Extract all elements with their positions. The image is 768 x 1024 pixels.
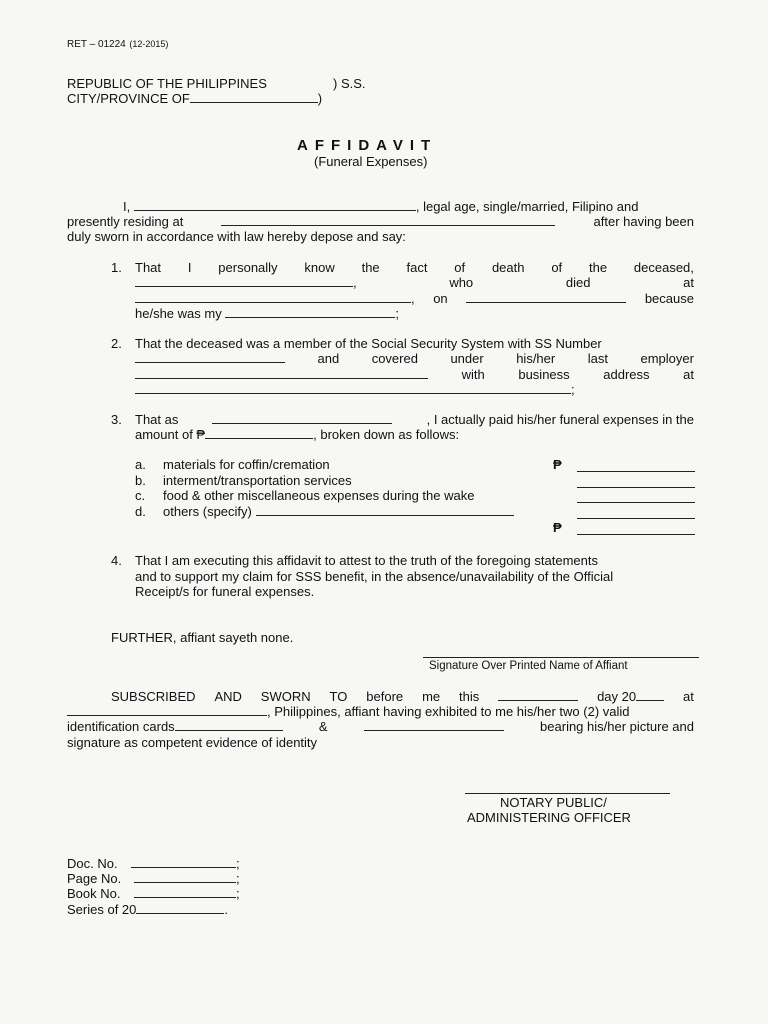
docket-doc-no: Doc. No. ; (67, 856, 240, 871)
p2-line-3: with business address at (135, 367, 694, 382)
peso-sign-first: ₱ (553, 457, 562, 472)
series-blank[interactable] (136, 912, 224, 914)
relationship-to-deceased-blank[interactable] (212, 422, 392, 424)
document-subtitle: (Funeral Expenses) (314, 154, 428, 169)
amount-d-blank[interactable] (577, 518, 695, 519)
republic-label: REPUBLIC OF THE PHILIPPINES (67, 76, 267, 91)
notary-label-2: ADMINISTERING OFFICER (467, 810, 631, 825)
subscribed-line-2: , Philippines, affiant having exhibited to me his/her two (2) valid (67, 704, 630, 719)
p2-line-2: and covered under his/her last employer (135, 351, 694, 366)
intro-line-3: duly sworn in accordance with law hereby depose and say: (67, 229, 406, 244)
docket-page-no: Page No. ; (67, 871, 240, 886)
intro-line-2: presently residing at after having been (67, 214, 694, 229)
subscribed-line-4: signature as competent evidence of identity (67, 735, 318, 750)
doc-no-blank[interactable] (131, 866, 236, 868)
employer-blank[interactable] (135, 377, 428, 379)
docket-series: Series of 20 . (67, 902, 228, 917)
subscribed-line-1: SUBSCRIBED AND SWORN TO before me this day 20 at (111, 689, 694, 704)
notary-signature-blank[interactable] (465, 793, 670, 794)
p1-line-2: , who died at (135, 275, 694, 290)
p2-line-1: That the deceased was a member of the Social Security System with SS Number (135, 336, 602, 351)
ss-number-blank[interactable] (135, 361, 285, 363)
further-statement: FURTHER, affiant sayeth none. (111, 630, 294, 645)
residence-blank[interactable] (221, 224, 555, 226)
p1-line-1: That I personally know the fact of death of the deceased, (135, 260, 694, 275)
notary-city-blank[interactable] (67, 714, 267, 716)
affiant-name-blank[interactable] (134, 209, 416, 211)
p3-line-2: amount of ₱ , broken down as follows: (135, 427, 460, 442)
p1-line-4: he/she was my ; (135, 306, 399, 321)
notary-label-1: NOTARY PUBLIC/ (500, 795, 607, 810)
amount-c-blank[interactable] (577, 502, 695, 503)
city-blank[interactable] (190, 101, 318, 103)
p2-number: 2. (111, 336, 122, 351)
city-province-line: CITY/PROVINCE OF ) (67, 91, 323, 106)
page-no-blank[interactable] (134, 881, 236, 883)
p4-line-2: and to support my claim for SSS benefit, in the absence/unavailability of the Official (135, 569, 614, 584)
docket-book-no: Book No. ; (67, 886, 240, 901)
amount-a-blank[interactable] (577, 471, 695, 472)
p3-line-1: That as , I actually paid his/her funeral expenses in the (135, 412, 694, 427)
amount-b-blank[interactable] (577, 487, 695, 488)
item-d: d. others (specify) (135, 504, 514, 519)
item-b: b. interment/transportation services (135, 473, 352, 488)
item-c: c. food & other miscellaneous expenses during the wake (135, 488, 475, 503)
p1-number: 1. (111, 260, 122, 275)
p4-number: 4. (111, 553, 122, 568)
year-blank[interactable] (636, 699, 664, 701)
subscribed-line-3: identification cards & bearing his/her picture and (67, 719, 694, 734)
book-no-blank[interactable] (134, 896, 236, 898)
total-amount-blank[interactable] (205, 437, 313, 439)
peso-sign-total: ₱ (553, 520, 562, 535)
deceased-name-blank[interactable] (135, 285, 353, 287)
id-card-2-blank[interactable] (364, 729, 504, 731)
relationship-blank[interactable] (225, 316, 395, 318)
item-a: a. materials for coffin/cremation (135, 457, 330, 472)
p1-line-3: , on because (135, 291, 694, 306)
affiant-signature-blank[interactable] (423, 657, 699, 658)
form-code: RET – 01224 (12-2015) (67, 39, 169, 50)
day-blank[interactable] (498, 699, 578, 701)
death-place-blank[interactable] (135, 301, 411, 303)
death-date-blank[interactable] (466, 301, 626, 303)
p4-line-3: Receipt/s for funeral expenses. (135, 584, 315, 599)
others-specify-blank[interactable] (256, 514, 514, 516)
document-title: AFFIDAVIT (297, 137, 438, 154)
signature-label: Signature Over Printed Name of Affiant (429, 660, 628, 672)
amount-total-blank[interactable] (577, 534, 695, 535)
id-card-1-blank[interactable] (175, 729, 283, 731)
p2-line-4: ; (135, 382, 575, 397)
intro-line-1: I, , legal age, single/married, Filipino and (123, 199, 639, 214)
business-address-blank[interactable] (135, 392, 571, 394)
ss-label: ) S.S. (333, 76, 366, 91)
p3-number: 3. (111, 412, 122, 427)
p4-line-1: That I am executing this affidavit to attest to the truth of the foregoing statements (135, 553, 598, 568)
